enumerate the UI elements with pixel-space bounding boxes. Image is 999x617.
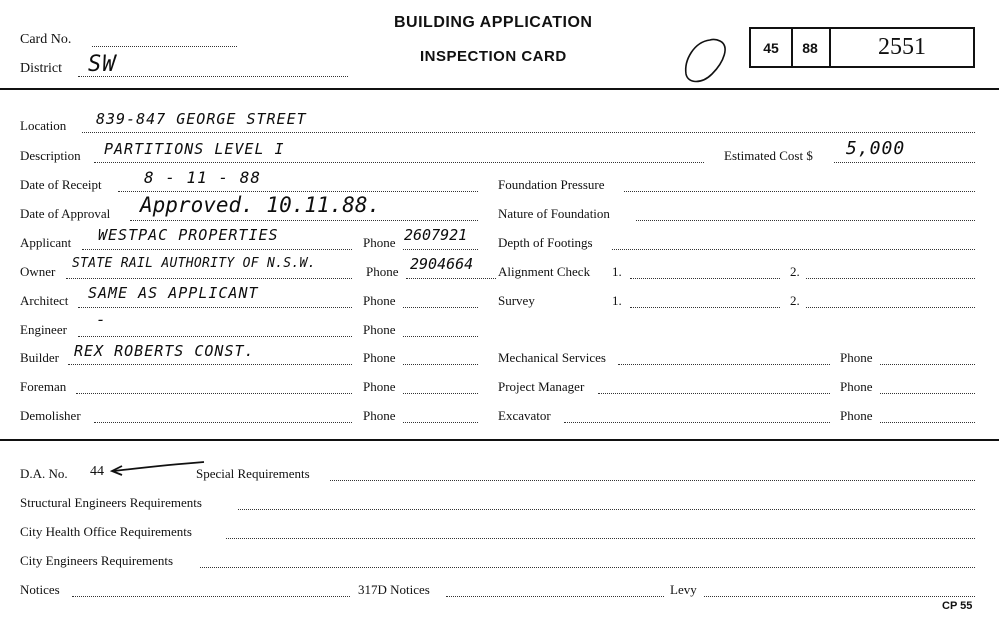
card-number-box [749, 27, 975, 68]
date-approval-label: Date of Approval [20, 206, 111, 221]
estimated-cost-line [834, 162, 975, 163]
architect-line [78, 307, 352, 308]
project-manager-label: Project Manager [498, 379, 585, 394]
foundation-pressure-label: Foundation Pressure [498, 177, 605, 192]
structural-label: Structural Engineers Requirements [20, 495, 202, 510]
mechanical-line [618, 364, 830, 365]
demolisher-phone-label: Phone [363, 408, 396, 423]
applicant-value: WESTPAC PROPERTIES [98, 226, 279, 244]
city-engineers-line [200, 567, 975, 568]
health-line [226, 538, 975, 539]
city-engineers-label: City Engineers Requirements [20, 553, 174, 568]
applicant-label: Applicant [20, 235, 72, 250]
handwritten-arrow-icon [108, 458, 208, 478]
architect-value: SAME AS APPLICANT [88, 284, 259, 302]
owner-phone-value: 2904664 [410, 255, 474, 273]
owner-phone-line [406, 278, 496, 279]
notices-line [72, 596, 350, 597]
excavator-label: Excavator [498, 408, 551, 423]
district-label: District [20, 61, 62, 76]
builder-label: Builder [20, 350, 59, 365]
header-divider [0, 88, 999, 90]
architect-label: Architect [20, 293, 69, 308]
survey-line-2 [806, 307, 975, 308]
description-value: PARTITIONS LEVEL I [104, 140, 285, 158]
project-manager-phone-label: Phone [840, 379, 873, 394]
district-value: SW [88, 52, 117, 77]
applicant-line [82, 249, 352, 250]
box-cell-a: 45 [751, 29, 793, 66]
date-receipt-line [118, 191, 478, 192]
foreman-phone-label: Phone [363, 379, 396, 394]
excavator-phone-label: Phone [840, 408, 873, 423]
circled-mark [680, 36, 736, 86]
builder-line [68, 364, 352, 365]
description-label: Description [20, 148, 81, 163]
section-divider [0, 439, 999, 441]
depth-footings-label: Depth of Footings [498, 235, 593, 250]
applicant-phone-label: Phone [363, 235, 396, 250]
foreman-phone-line [403, 393, 478, 394]
project-manager-line [598, 393, 830, 394]
date-approval-line [130, 220, 478, 221]
notices-317d-label: 317D Notices [358, 582, 430, 597]
location-value: 839-847 GEORGE STREET [96, 110, 307, 128]
estimated-cost-value: 5,000 [846, 138, 906, 159]
builder-phone-line [403, 364, 478, 365]
project-manager-phone-line [880, 393, 975, 394]
engineer-phone-label: Phone [363, 322, 396, 337]
special-req-line [330, 480, 975, 481]
depth-footings-line [612, 249, 975, 250]
alignment-check-line-2 [806, 278, 975, 279]
location-line [82, 132, 975, 133]
nature-foundation-label: Nature of Foundation [498, 206, 610, 221]
mechanical-phone-line [880, 364, 975, 365]
survey-2: 2. [790, 293, 800, 308]
engineer-phone-line [403, 336, 478, 337]
title-line-2: INSPECTION CARD [420, 48, 567, 65]
foreman-label: Foreman [20, 379, 67, 394]
health-label: City Health Office Requirements [20, 524, 192, 539]
excavator-line [564, 422, 830, 423]
survey-line-1 [630, 307, 780, 308]
date-receipt-label: Date of Receipt [20, 177, 102, 192]
estimated-cost-label: Estimated Cost $ [724, 148, 813, 163]
box-number: 2551 [878, 34, 926, 60]
owner-line [66, 278, 352, 279]
survey-1: 1. [612, 293, 622, 308]
mechanical-label: Mechanical Services [498, 350, 606, 365]
architect-phone-label: Phone [363, 293, 396, 308]
card-no-line [92, 46, 237, 47]
mechanical-phone-label: Phone [840, 350, 873, 365]
description-line [94, 162, 704, 163]
builder-phone-label: Phone [363, 350, 396, 365]
architect-phone-line [403, 307, 478, 308]
foreman-line [76, 393, 352, 394]
nature-foundation-line [636, 220, 975, 221]
demolisher-line [94, 422, 352, 423]
engineer-line [78, 336, 352, 337]
excavator-phone-line [880, 422, 975, 423]
engineer-label: Engineer [20, 322, 67, 337]
box-cell-b: 88 [791, 29, 831, 66]
owner-label: Owner [20, 264, 56, 279]
notices-label: Notices [20, 582, 60, 597]
form-code: CP 55 [942, 600, 973, 612]
card-no-label: Card No. [20, 32, 72, 47]
date-approval-value: Approved. 10.11.88. [140, 193, 381, 217]
owner-value: STATE RAIL AUTHORITY OF N.S.W. [72, 256, 316, 271]
structural-line [238, 509, 975, 510]
special-req-label: Special Requirements [196, 466, 310, 481]
title-line-1: BUILDING APPLICATION [394, 14, 593, 31]
levy-line [704, 596, 975, 597]
alignment-check-label: Alignment Check [498, 264, 591, 279]
levy-label: Levy [670, 582, 697, 597]
foundation-pressure-line [624, 191, 975, 192]
alignment-check-1: 1. [612, 264, 622, 279]
applicant-phone-value: 2607921 [404, 226, 468, 244]
survey-label: Survey [498, 293, 535, 308]
demolisher-phone-line [403, 422, 478, 423]
applicant-phone-line [403, 249, 478, 250]
demolisher-label: Demolisher [20, 408, 81, 423]
da-no-label: D.A. No. [20, 466, 68, 481]
circle-mark-icon [680, 36, 736, 86]
date-receipt-value: 8 - 11 - 88 [144, 168, 261, 187]
district-line [78, 76, 348, 77]
alignment-check-2: 2. [790, 264, 800, 279]
location-label: Location [20, 118, 67, 133]
alignment-check-line-1 [630, 278, 780, 279]
engineer-value: - [96, 310, 107, 329]
owner-phone-label: Phone [366, 264, 399, 279]
da-no-value: 44 [90, 464, 104, 479]
notices-317d-line [446, 596, 664, 597]
builder-value: REX ROBERTS CONST. [74, 342, 255, 360]
